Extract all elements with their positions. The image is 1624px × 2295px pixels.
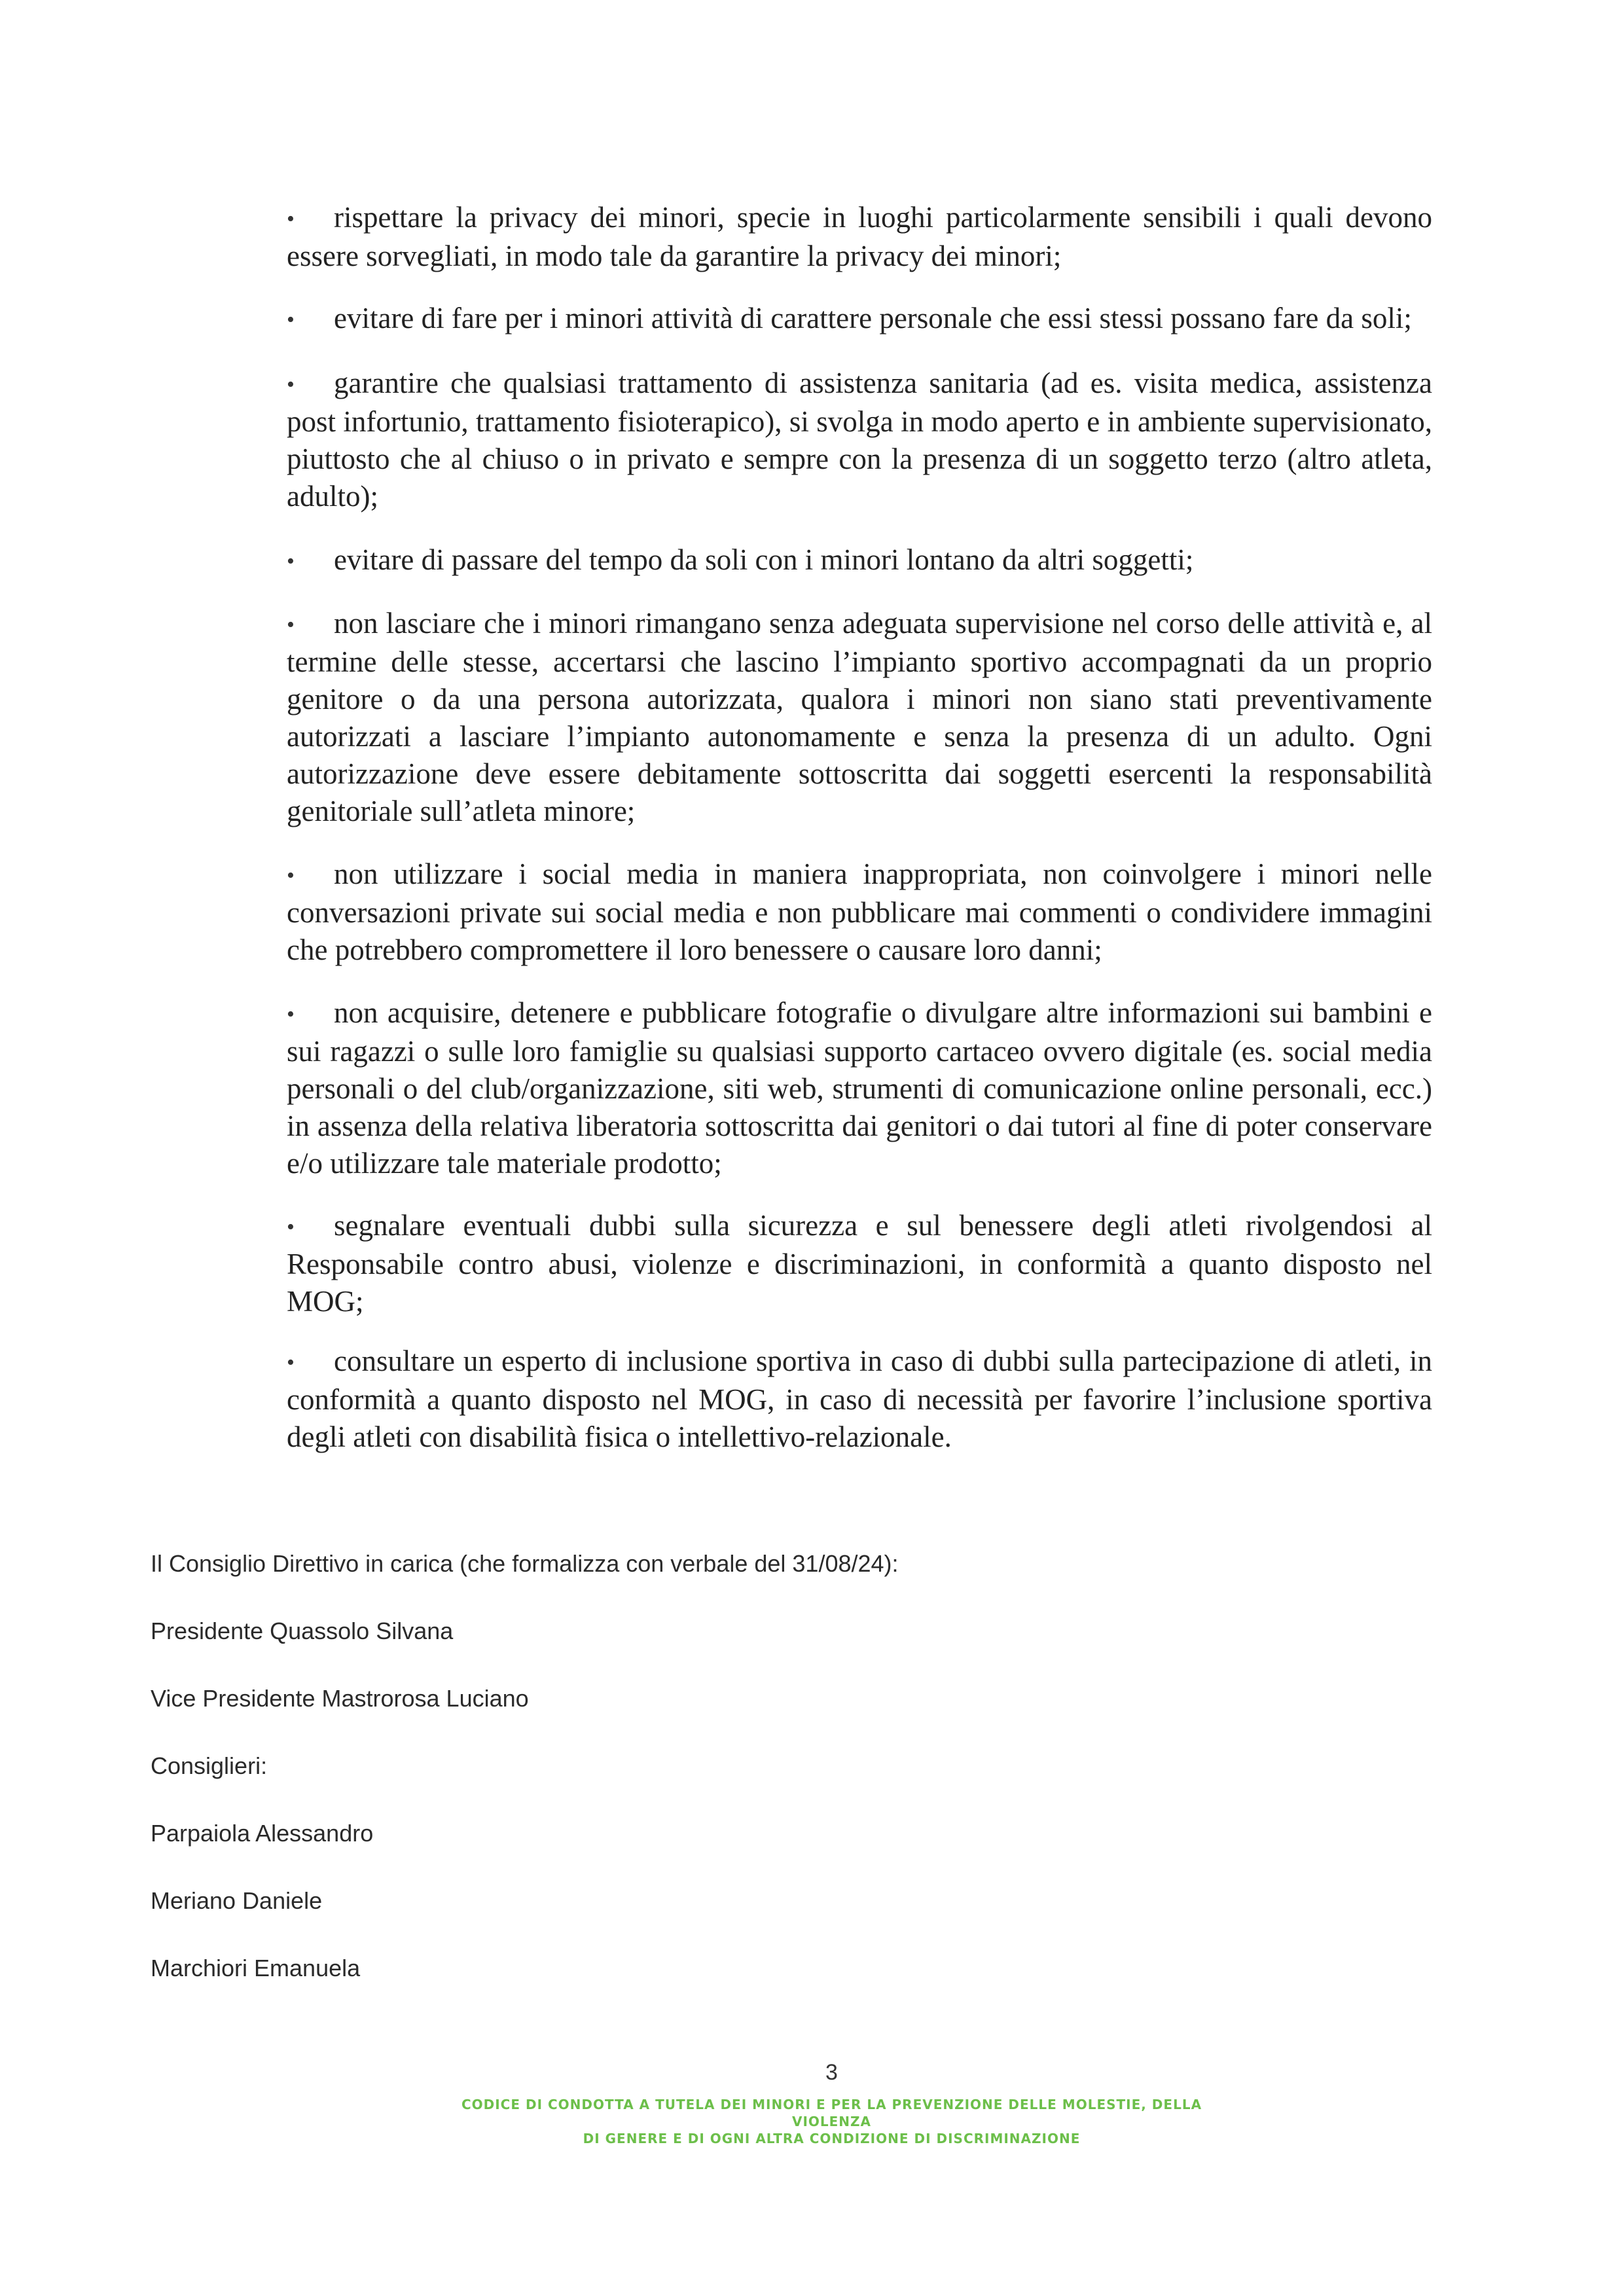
councillors-label: Consiglieri: xyxy=(151,1752,268,1779)
bullet-icon: • xyxy=(287,863,295,888)
list-item xyxy=(287,605,1432,830)
footer-title-line: CODICE DI CONDOTTA A TUTELA DEI MINORI E PER LA PREVENZIONE DELLE MOLESTIE, DELLA VIOLENZA xyxy=(461,2097,1202,2129)
footer-title-line: DI GENERE E DI OGNI ALTRA CONDIZIONE DI DISCRIMINAZIONE xyxy=(583,2131,1081,2146)
list-item xyxy=(287,365,1432,515)
list-item-text: non lasciare che i minori rimangano senza adeguata supervisione nel corso delle attività e, al termine delle stesse, accertarsi che lascino l’impianto sportivo accompagnati da un proprio genitore o da una persona autorizzata, qualora i minori non siano stati preventivamente autorizzati a lasciare l’impianto autonomamente e senza la presenza di un adulto. Ogni autorizzazione deve essere debitamente sottoscritta dai soggetti esercenti la responsabilità genitoriale sull’atleta minore; xyxy=(287,607,1432,827)
councillor-name: Marchiori Emanuela xyxy=(151,1955,361,1981)
bullet-icon: • xyxy=(287,1215,295,1239)
list-item-text: evitare di passare del tempo da soli con i minori lontano da altri soggetti; xyxy=(334,543,1194,576)
list-item-text: segnalare eventuali dubbi sulla sicurezza e sul benessere degli atleti rivolgendosi al Responsabile contro abusi, violenze e discriminazioni, in conformità a quanto disposto nel MOG; xyxy=(287,1209,1432,1318)
page-footer xyxy=(0,2059,1624,2147)
vice-president-name: Vice Presidente Mastrorosa Luciano xyxy=(151,1685,529,1712)
list-item-text: evitare di fare per i minori attività di carattere personale che essi stessi possano fare da soli; xyxy=(334,302,1412,334)
list-item xyxy=(287,1343,1432,1456)
footer-title xyxy=(387,2096,1238,2147)
page-number: 3 xyxy=(825,2060,838,2085)
bullet-icon: • xyxy=(287,1002,295,1026)
list-item xyxy=(287,1207,1432,1320)
bullet-icon: • xyxy=(287,613,295,637)
list-item xyxy=(287,541,1432,580)
list-item-text: consultare un esperto di inclusione sportiva in caso di dubbi sulla partecipazione di atleti, in conformità a quanto disposto nel MOG, in caso di necessità per favorire l’inclusione sportiva degli atleti con disabilità fisica o intellettivo-relazionale. xyxy=(287,1345,1432,1453)
list-item-text: rispettare la privacy dei minori, specie in luoghi particolarmente sensibili i quali devono essere sorvegliati, in modo tale da garantire la privacy dei minori; xyxy=(287,201,1432,272)
president-name: Presidente Quassolo Silvana xyxy=(151,1617,454,1644)
council-signatures xyxy=(151,1549,1263,2021)
councillor-name: Parpaiola Alessandro xyxy=(151,1820,374,1847)
list-item xyxy=(287,199,1432,275)
bullet-icon: • xyxy=(287,549,295,573)
bullet-icon: • xyxy=(287,207,295,231)
councillor-name: Meriano Daniele xyxy=(151,1887,323,1914)
list-item-text: non utilizzare i social media in maniera inappropriata, non coinvolgere i minori nelle conversazioni private sui social media e non pubblicare mai commenti o condividere immagini che potrebbero compromettere il loro benessere o causare loro danni; xyxy=(287,858,1432,966)
list-item-text: non acquisire, detenere e pubblicare fotografie o divulgare altre informazioni sui bambini e sui ragazzi o sulle loro famiglie su qualsiasi supporto cartaceo ovvero digitale (es. social media personali o del club/organizzazione, siti web, strumenti di comunicazione online personali, ecc.) in assenza della relativa liberatoria sottoscritta dai genitori o dai tutori al fine di poter conservare e/o utilizzare tale materiale prodotto; xyxy=(287,996,1432,1180)
list-item xyxy=(287,856,1432,969)
list-item xyxy=(287,994,1432,1182)
council-intro: Il Consiglio Direttivo in carica (che formalizza con verbale del 31/08/24): xyxy=(151,1550,899,1577)
bullet-icon: • xyxy=(287,308,295,332)
conduct-rules-list xyxy=(287,199,1432,1478)
bullet-icon: • xyxy=(287,372,295,397)
list-item-text: garantire che qualsiasi trattamento di assistenza sanitaria (ad es. visita medica, assistenza post infortunio, trattamento fisioterapico), si svolga in modo aperto e in ambiente supervisionato, piuttosto che al chiuso o in privato e sempre con la presenza di un soggetto terzo (altro atleta, adulto); xyxy=(287,367,1432,513)
list-item xyxy=(287,300,1432,338)
bullet-icon: • xyxy=(287,1350,295,1375)
